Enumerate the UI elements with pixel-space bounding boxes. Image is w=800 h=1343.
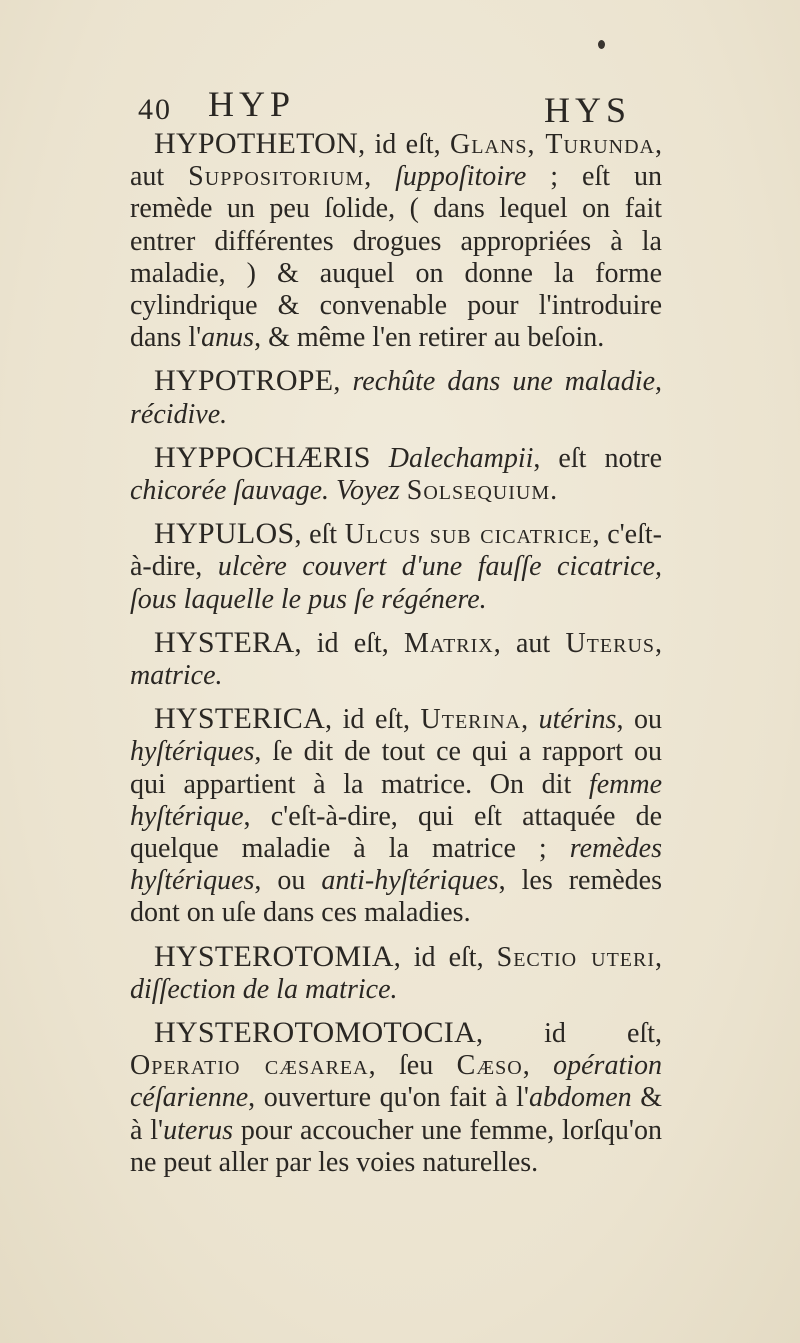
headword: HYPULOS [154,517,295,551]
latin-term: Ulcus sub cicatrice [344,519,593,551]
entry-hysterica: HYSTERICA, id eſt, Uterina, utérins, ou hyſtériques, ſe dit de tout ce qui a rapport ou qui appartient à la matrice. On dit femme hyſtérique, c'eſt-à-dire, qui eſt attaquée de quelque maladie à la matrice ; remèdes hyſtériques, ou anti-hyſtériques, les remèdes dont on uſe dans ces maladies. [130,702,663,929]
latin-term: Cæso [456,1050,523,1082]
french-term: rechûte dans une maladie, récidive. [130,366,663,430]
headword: HYSTERICA [154,702,326,736]
cross-reference: Solsequium. [406,475,559,507]
definition: , ouverture qu'on fait à l' [248,1082,529,1114]
french-term: ulcère couvert d'une fauſſe cicatrice, ſous laquelle le pus ſe régénere. [130,551,662,615]
entry-hypotheton: HYPOTHETON, id eſt, Glans, Turunda, aut Suppositorium, ſuppoſitoire ; eſt un remède un peu ſolide, ( dans lequel on fait entrer différentes drogues appropriées à la maladie, ) & auquel on donne la forme cylindrique & convenable pour l'introduire dans l'anus, & même l'en retirer au beſoin. [130,127,662,354]
latin-term: Matrix [403,627,494,659]
entry-hyppochaeris: HYPPOCHÆRIS Dalechampii, eſt notre chicorée ſauvage. Voyez Solsequium. [130,440,662,507]
french-term: matrice. [130,660,223,692]
entry-hystera: HYSTERA, id eſt, Matrix, aut Uterus, matrice. [130,625,663,692]
latin-term: Dalechampii [388,442,534,474]
definition: ; eſt un remède un peu ſolide, ( dans lequel on fait entrer différentes drogues appropriées à la maladie, ) & auquel on donne la forme cylindrique & convenable pour l'introduire dans l' [130,161,662,354]
french-term: opération céſarienne [130,1050,663,1114]
running-header [138,82,658,132]
headword: HYPOTROPE [154,364,334,398]
page-number: 40 [138,93,172,126]
headword: HYSTEROTOMIA [154,939,394,973]
entry-hysterotomotocia: HYSTEROTOMOTOCIA, id eſt, Operatio cæsarea, ſeu Cæso, opération céſarienne, ouverture qu'on fait à l'abdomen & à l'uterus pour accoucher une femme, lorſqu'on ne peut aller par les voies naturelles. [130,1016,663,1178]
entry-hypulos: HYPULOS, eſt Ulcus sub cicatrice, c'eſt-à-dire, ulcère couvert d'une fauſſe cicatrice, ſous laquelle le pus ſe régénere. [130,517,662,615]
latin-term: Operatio cæsarea [130,1050,369,1082]
headword: HYPPOCHÆRIS [154,440,371,474]
french-term: utérins [538,704,617,736]
left-running-head: HYP [208,84,296,124]
ink-spot [598,40,605,49]
french-term: diſſection de la matrice. [130,973,398,1005]
french-term: chicorée ſauvage. Voyez [130,475,400,507]
french-term: ſuppoſitoire [395,161,527,193]
latin-term: Sectio uteri [496,941,655,973]
headword: HYSTERA [154,625,295,659]
latin-term: Uterus [565,627,656,659]
entry-hysterotomia: HYSTEROTOMIA, id eſt, Sectio uteri, diſſection de la matrice. [130,939,662,1005]
definition: , ſe dit de tout ce qui a rapport ou qui appartient à la matrice. On dit [130,736,662,800]
latin-term: Uterina [420,704,522,736]
latin-term: Suppositorium [188,161,365,193]
headword: HYSTEROTOMOTOCIA [154,1016,477,1050]
entry-hypotrope: HYPOTROPE, rechûte dans une maladie, récidive. [130,364,663,430]
right-running-head: HYS [544,90,632,130]
latin-term: Glans, Turunda [450,129,655,160]
dictionary-text [130,128,662,1190]
headword: HYPOTHETON [154,127,359,160]
